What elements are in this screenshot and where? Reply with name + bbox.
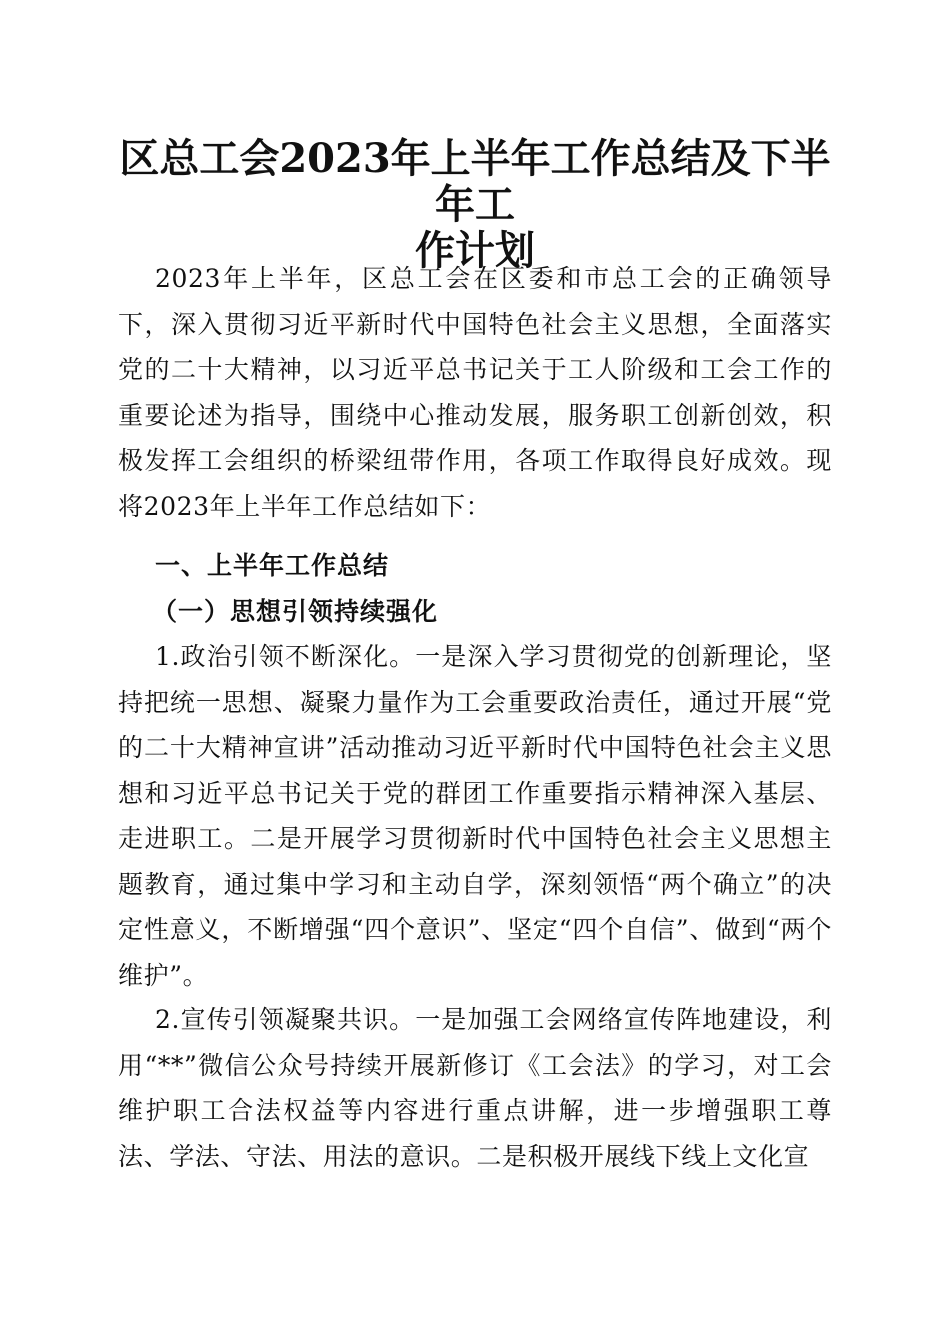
paragraph-publicity-guidance: 2.宣传引领凝聚共识。一是加强工会网络宣传阵地建设，利用“**”微信公众号持续开展新修订《工会法》的学习，对工会维护职工合法权益等内容进行重点讲解，进一步增强职工尊法、学法、守法、用法的意识。二是积极开展线下线上文化宣 bbox=[118, 1005, 832, 1171]
intro-paragraph: 2023年上半年，区总工会在区委和市总工会的正确领导下，深入贯彻习近平新时代中国特色社会主义思想，全面落实党的二十大精神，以习近平总书记关于工人阶级和工会工作的重要论述为指导，围绕中心推动发展，服务职工创新创效，积极发挥工会组织的桥梁纽带作用，各项工作取得良好成效。现将2023年上半年工作总结如下： bbox=[118, 264, 832, 521]
subsection-heading-ideology: （一）思想引领持续强化 bbox=[152, 597, 439, 626]
title-line-1: 区总工会2023年上半年工作总结及下半年工 bbox=[119, 135, 831, 228]
title-line-2: 作计划 bbox=[415, 227, 535, 274]
section-heading-summary: 一、上半年工作总结 bbox=[155, 551, 390, 580]
paragraph-political-guidance: 1.政治引领不断深化。一是深入学习贯彻党的创新理论，坚持把统一思想、凝聚力量作为工会重要政治责任，通过开展“党的二十大精神宣讲”活动推动习近平新时代中国特色社会主义思想和习近平总书记关于党的群团工作重要指示精神深入基层、走进职工。二是开展学习贯彻新时代中国特色社会主义思想主题教育，通过集中学习和主动自学，深刻领悟“两个确立”的决定性意义，不断增强“四个意识”、坚定“四个自信”、做到“两个维护”。 bbox=[118, 642, 832, 990]
document-title bbox=[100, 136, 850, 274]
